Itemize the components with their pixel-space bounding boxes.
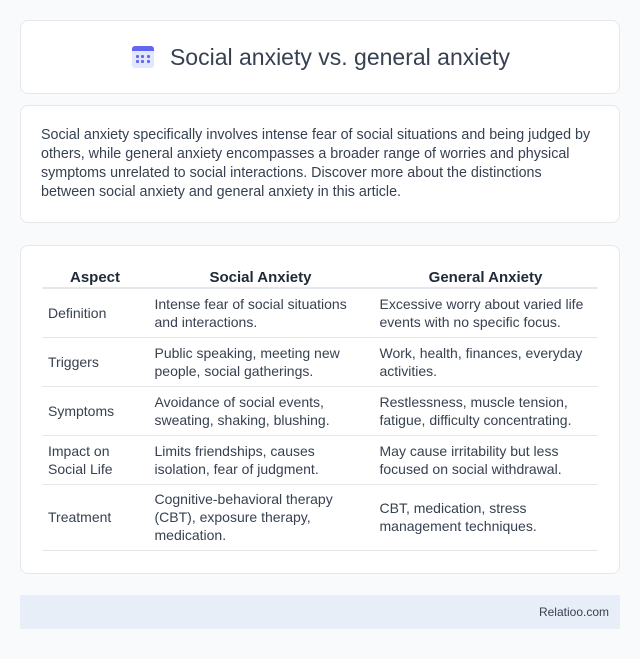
row-social: Public speaking, meeting new people, social gatherings.	[148, 337, 373, 386]
row-aspect: Definition	[42, 288, 148, 337]
footer	[20, 595, 620, 629]
row-general: May cause irritability but less focused on social withdrawal.	[373, 435, 598, 484]
table-row	[42, 337, 598, 386]
intro-card	[20, 105, 620, 223]
row-general: CBT, medication, stress management techniques.	[373, 484, 598, 550]
row-general: Restlessness, muscle tension, fatigue, difficulty concentrating.	[373, 386, 598, 435]
header-general-anxiety: General Anxiety	[373, 266, 598, 288]
row-aspect: Triggers	[42, 337, 148, 386]
calendar-icon	[130, 44, 156, 70]
table-row	[42, 484, 598, 550]
table-header-row	[42, 266, 598, 288]
row-aspect: Treatment	[42, 484, 148, 550]
row-social: Cognitive-behavioral therapy (CBT), exposure therapy, medication.	[148, 484, 373, 550]
table-row	[42, 435, 598, 484]
row-general: Excessive worry about varied life events with no specific focus.	[373, 288, 598, 337]
row-general: Work, health, finances, everyday activities.	[373, 337, 598, 386]
header-aspect: Aspect	[42, 266, 148, 288]
page-title: Social anxiety vs. general anxiety	[169, 43, 511, 70]
table-row	[42, 288, 598, 337]
footer-brand: Relatioo.com	[538, 605, 609, 619]
comparison-card	[20, 245, 620, 574]
intro-text: Social anxiety specifically involves intense fear of social situations and being judged by others, while general anxiety encompasses a broader range of worries and physical symptoms unrelated to social interactions. Discover more about the distinctions between social anxiety and general anxiety in this article.	[41, 127, 591, 200]
comparison-table	[42, 266, 598, 551]
row-social: Intense fear of social situations and interactions.	[148, 288, 373, 337]
title-card	[20, 20, 620, 94]
row-aspect: Impact on Social Life	[42, 435, 148, 484]
table-row	[42, 386, 598, 435]
row-social: Avoidance of social events, sweating, shaking, blushing.	[148, 386, 373, 435]
row-aspect: Symptoms	[42, 386, 148, 435]
row-social: Limits friendships, causes isolation, fear of judgment.	[148, 435, 373, 484]
header-social-anxiety: Social Anxiety	[148, 266, 373, 288]
